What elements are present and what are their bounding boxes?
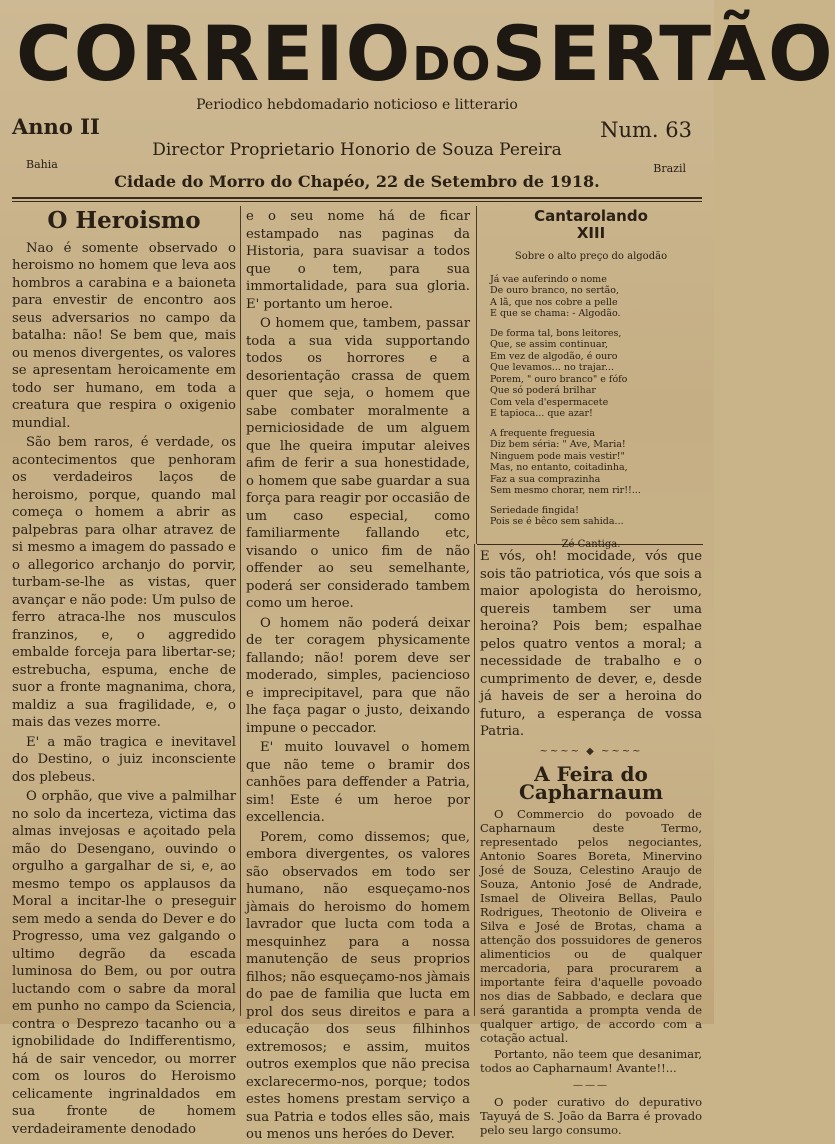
poem-line: De ouro branco, no sertão, bbox=[490, 285, 619, 296]
masthead-subtitle: Periodico hebdomadario noticioso e litterario bbox=[196, 97, 518, 113]
poem-stanza bbox=[490, 505, 700, 528]
masthead-title-part1: CORREIO bbox=[16, 9, 413, 98]
poem-line: De forma tal, bons leitores, bbox=[490, 327, 622, 339]
poem-line: Que, se assim continuar, bbox=[490, 339, 608, 350]
divider-flourish: ~~~~ ◆ ~~~~ bbox=[539, 745, 643, 757]
cantarolando-poem bbox=[482, 207, 700, 550]
poem-line: E tapioca... que azar! bbox=[490, 408, 593, 419]
poem-line: Faz a sua comprazinha bbox=[490, 473, 601, 485]
poem-subtitle: Sobre o alto preço do algodão bbox=[514, 251, 668, 262]
poem-signature: Zé Cantiga. bbox=[561, 538, 621, 550]
heroismo-paragraph: São bem raros, é verdade, os acontecimentos que penhoram os verdadeiros laços de heroismo, porque, quando mal começa o homem a abrir as palpebras para olhar atravez de si mesmo a imagem do passado e o allegorico archanjo do porvir, turbam-se-lhe as vistas, quer avançar e não pode: Um pulso de ferro atraca-lhe nos musculos franzinos, e, o aggredido embalde forceja para libertar-se; estrebucha, espuma, enche de suor a fronte magnanima, chora, maldiz a sua fragilidade, e, o mais das vezes morre. bbox=[12, 435, 236, 730]
heroismo-paragraph: e o seu nome há de ficar estampado nas paginas da Historia, para suavisar a todos que o tem, para sua immortalidade, para sua gloria. E' portanto um heroe. bbox=[246, 209, 470, 312]
poem-line: E que se chama: - Algodão. bbox=[490, 308, 621, 319]
poem-line: Sem mesmo chorar, nem rir!!... bbox=[490, 485, 641, 496]
feira-paragraph: Portanto, não teem que desanimar, todos ao Capharnaum! Avante!!... bbox=[480, 1047, 702, 1075]
poem-stanza bbox=[490, 328, 700, 420]
feira-paragraph: O Commercio do povoado de Capharnaum deste Termo, representado pelos negociantes, Antonio Soares Boreta, Minervino José de Souza, Celestino Araujo de Souza, Antonio José de Andrade, Ismael de Oliveira Bellas, Paulo Rodrigues, Theotonio de Oliveira e Silva e José de Brotas, chama a attenção dos possuidores de generos alimenticios ou de qualquer mercadoria, para procurarem a importante feira d'aquelle povoado nos dias de Sabbado, e declara que será garantida a prompta venda de qualquer artigo, de accordo com a cotação actual. bbox=[480, 807, 702, 1045]
poem-line: Seriedade fingida! bbox=[490, 504, 579, 516]
poem-line: Em vez de algodão, é ouro bbox=[490, 350, 618, 362]
heroismo-paragraph: O orphão, que vive a palmilhar no solo da incerteza, victima das almas invejosas e açoitado pela mão do Desengano, ouvindo o orgulho a gargalhar de si, e, ao mesmo tempo os applausos da Moral a incitar-lhe o preseguir sem medo a senda do Dever e do Progresso, uma vez galgando o ultimo degrão da escada luminosa do Bem, ou por outra luctando com o sabre da moral em punho no campo da Sciencia, contra o Desprezo tacanho ou a ignobilidade do Indifferentismo, há de sair vencedor, ou morrer com os louros do Heroismo celicamente ingrinaldados em sua fronte de homem verdadeiramente denodado bbox=[12, 789, 236, 1137]
header-rule bbox=[12, 197, 702, 199]
poem-line: Diz bem séria: " Ave, Maria! bbox=[490, 439, 626, 450]
poem-line: Que levamos... no trajar... bbox=[490, 362, 614, 373]
column-divider-2-lower bbox=[474, 544, 475, 1016]
masthead-title-part2: DO bbox=[412, 37, 492, 91]
poem-line: Ninguem pode mais vestir!" bbox=[490, 450, 625, 462]
masthead-title-part3: SERTÃO bbox=[491, 9, 835, 98]
feira-title: A Feira do Capharnaum bbox=[518, 762, 664, 804]
header-rule-thin bbox=[12, 201, 702, 202]
poem-line: Que só poderá brilhar bbox=[490, 385, 596, 396]
column-3-lower bbox=[480, 548, 702, 1137]
dateline: Cidade do Morro do Chapéo, 22 de Setembro de 1918. bbox=[114, 172, 600, 191]
heroismo-paragraph: O homem que, tambem, passar toda a sua vida supportando todos os horrores e a desorientação crassa de quem quer que seja, o homem que sabe combater moralmente a perniciosidade de um alguem que lhe queira imputar aleives afim de ferir a sua honestidade, o homem que sabe guardar a sua força para reagir por occasião de um caso especial, como familiarmente fallando etc, visando o unico fim de não offender ao seu semelhante, poderá ser considerado tambem como um heroe. bbox=[246, 316, 470, 611]
masthead-title bbox=[16, 9, 835, 108]
column-divider-2 bbox=[476, 206, 477, 544]
heroismo-paragraph: Nao é somente observado o heroismo no homem que leva aos hombros a carabina e a baioneta para envestir de encontro aos seus adversarios no campo da batalha: não! Se bem que, mais ou menos divergentes, os valores se apresentam heroicamente em todo ser humano, em toda a creatura que respira o oxigenio mundial. bbox=[12, 240, 236, 431]
heroismo-paragraph: Porem, como dissemos; que, embora divergentes, os valores são observados em todo ser humano, não esqueçamo-nos jàmais do heroismo do homem lavrador que lucta com toda a mesquinhez para a nossa manutenção de seus proprios filhos; não esqueçamo-nos jàmais do pae de familia que lucta em prol dos seus direitos e para a educação dos seus filhinhos extremosos; e assim, muitos outros exemplos que não precisa exclarecermo-nos, porque; todos estes homens prestam serviço a sua Patria e todos elles são, mais ou menos uns heróes do Dever. bbox=[246, 829, 470, 1142]
issue-number: Num. 63 bbox=[600, 118, 692, 142]
divider-flourish: ——— bbox=[573, 1080, 609, 1091]
director-line: Director Proprietario Honorio de Souza Pereira bbox=[152, 140, 562, 160]
poem-line: Com vela d'espermacete bbox=[490, 396, 609, 408]
poem-line: Já vae auferindo o nome bbox=[490, 273, 607, 285]
heroismo-paragraph: O homem não poderá deixar de ter coragem physicamente fallando; não! porem deve ser moderado, simples, paciencioso e imprecipitavel, para que não lhe faça pagar o justo, deixando impune o peccador. bbox=[246, 615, 470, 736]
poem-line: Mas, no entanto, coitadinha, bbox=[490, 462, 628, 473]
poem-line: Pois se é bêco sem sahida... bbox=[490, 516, 624, 527]
poem-line: Porem, " ouro branco" e fófo bbox=[490, 373, 628, 385]
place-left: Bahia bbox=[26, 158, 58, 171]
column-1 bbox=[12, 206, 236, 1137]
poem-line: A lã, que nos cobre a pelle bbox=[490, 296, 618, 308]
poem-stanza bbox=[490, 274, 700, 320]
poem-stanza bbox=[490, 428, 700, 497]
feira-paragraph: O poder curativo do depurativo Tayuyá de S. João da Barra é provado pelo seu largo consumo. bbox=[480, 1094, 702, 1137]
heroismo-title: O Heroismo bbox=[47, 207, 201, 234]
heroismo-paragraph: E vós, oh! mocidade, vós que sois tão patriotica, vós que sois a maior apologista do heroismo, quereis tambem ser uma heroina? Pois bem; espalhae pelos quatro ventos a moral; a necessidade de trabalho e o cumprimento de dever, e, desde já haveis de ser a heroina do futuro, a esperança de vossa Patria. bbox=[480, 549, 702, 739]
heroismo-paragraph: E' muito louvavel o homem que não teme o bramir dos canhões para deffender a Patria, sim! Este é um heroe por excellencia. bbox=[246, 740, 470, 825]
place-right: Brazil bbox=[653, 162, 686, 175]
poem-title: Cantarolando bbox=[534, 207, 648, 225]
column-2 bbox=[246, 208, 470, 1142]
poem-number: XIII bbox=[576, 224, 606, 242]
poem-line: A frequente freguesia bbox=[490, 427, 596, 439]
heroismo-paragraph: E' a mão tragica e inevitavel do Destino, o juiz inconsciente dos plebeus. bbox=[12, 734, 236, 785]
column-divider-1 bbox=[240, 206, 241, 1016]
issue-year: Anno II bbox=[12, 114, 100, 139]
